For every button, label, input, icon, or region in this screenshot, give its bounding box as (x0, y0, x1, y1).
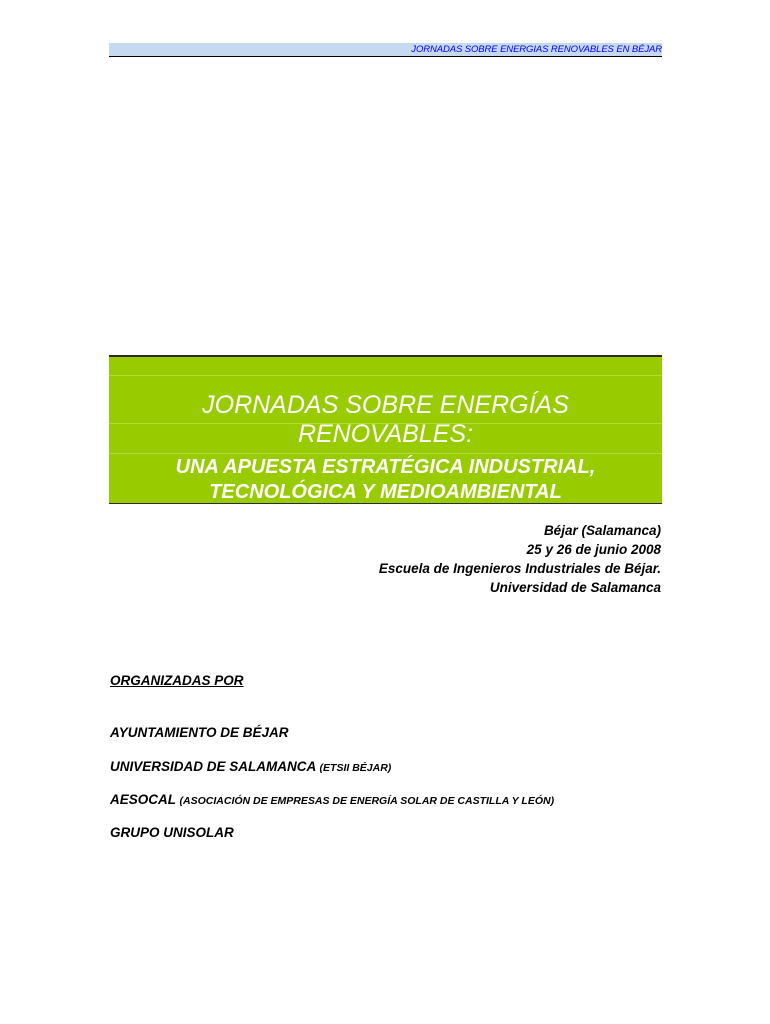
banner-rule (109, 453, 662, 454)
main-title (109, 391, 662, 449)
organizer-name: AESOCAL (110, 792, 176, 807)
event-dates: 25 y 26 de junio 2008 (526, 542, 661, 557)
subtitle-line-2: TECNOLÓGICA Y MEDIOAMBIENTAL (209, 481, 562, 503)
organizer-name: UNIVERSIDAD DE SALAMANCA (110, 759, 316, 774)
organizer-name: GRUPO UNISOLAR (110, 825, 234, 840)
organizers-heading: ORGANIZADAS POR (110, 673, 244, 688)
running-header (109, 43, 662, 57)
event-school: Escuela de Ingenieros Industriales de Béjar. (378, 561, 661, 576)
event-details (379, 521, 661, 597)
main-title-line-1: JORNADAS SOBRE ENERGÍAS (202, 391, 569, 419)
banner-rule (109, 375, 662, 376)
organizer-item (110, 759, 391, 774)
organizer-item (110, 825, 234, 840)
organizer-detail: (ETSII BÉJAR) (319, 762, 392, 774)
organizer-item (110, 792, 554, 807)
event-place: Béjar (Salamanca) (543, 523, 661, 538)
organizer-name: AYUNTAMIENTO DE BÉJAR (110, 725, 289, 740)
running-header-text: JORNADAS SOBRE ENERGIAS RENOVABLES EN BÉJAR (411, 44, 662, 55)
main-title-line-2: RENOVABLES: (297, 420, 474, 448)
title-banner (109, 355, 662, 504)
organizer-detail: (ASOCIACIÓN DE EMPRESAS DE ENERGÍA SOLAR DE CASTILLA Y LEÓN) (179, 795, 555, 807)
subtitle (109, 455, 662, 505)
organizer-item (110, 725, 289, 740)
subtitle-line-1: UNA APUESTA ESTRATÉGICA INDUSTRIAL, (175, 456, 596, 478)
event-university: Universidad de Salamanca (489, 580, 661, 595)
